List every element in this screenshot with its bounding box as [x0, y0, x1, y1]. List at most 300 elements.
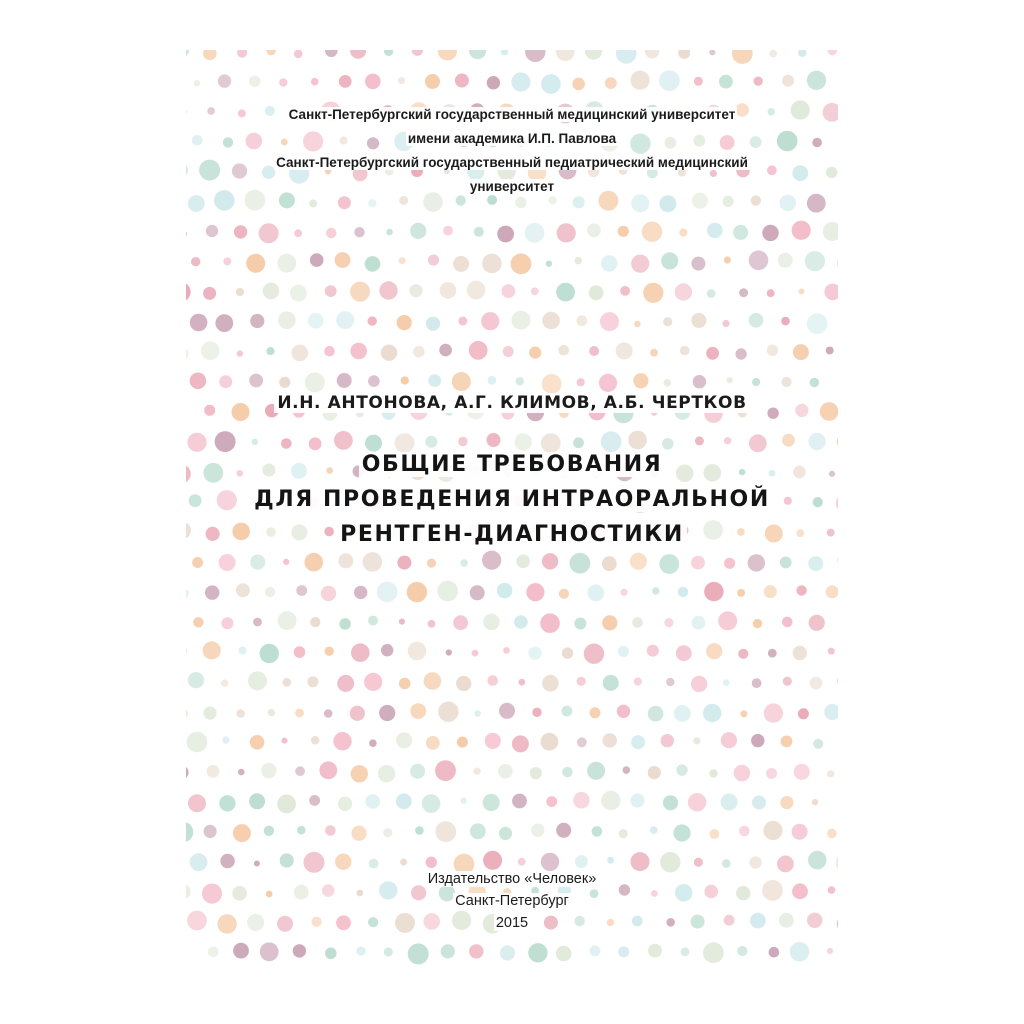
pattern-dot: [754, 77, 763, 86]
pattern-dot: [575, 257, 583, 265]
pattern-dot: [764, 585, 777, 598]
pattern-dot: [691, 556, 705, 570]
pattern-dot: [739, 826, 750, 837]
pattern-dot: [469, 944, 483, 958]
pattern-dot: [826, 585, 838, 598]
pattern-dot: [514, 615, 528, 629]
pattern-dot: [326, 228, 336, 238]
pattern-dot: [675, 283, 692, 300]
pattern-dot: [215, 314, 233, 332]
pattern-dot: [249, 374, 263, 388]
pattern-dot: [203, 287, 216, 300]
pattern-dot: [680, 346, 690, 356]
pattern-dot: [204, 707, 217, 720]
pattern-dot: [663, 317, 672, 326]
pattern-dot: [381, 644, 393, 656]
pattern-dot: [577, 737, 587, 747]
pattern-dot: [458, 437, 468, 447]
pattern-dot: [721, 732, 737, 748]
pattern-dot: [368, 316, 377, 325]
pattern-dot: [600, 312, 619, 331]
pattern-dot: [237, 50, 247, 58]
pattern-dot: [410, 223, 426, 239]
pattern-dot: [601, 255, 617, 271]
pattern-dot: [574, 618, 586, 630]
pattern-dot: [186, 647, 187, 654]
pattern-dot: [676, 645, 692, 661]
pattern-dot: [482, 551, 501, 570]
pattern-dot: [474, 710, 480, 716]
pattern-dot: [201, 341, 220, 360]
institution-line-4: университет: [469, 179, 555, 194]
pattern-dot: [631, 794, 645, 808]
pattern-dot: [460, 559, 468, 567]
pattern-dot: [674, 705, 691, 722]
pattern-dot: [652, 587, 659, 594]
pattern-dot: [607, 857, 614, 864]
pattern-dot: [753, 619, 762, 628]
title-line-3: РЕНТГЕН-ДИАГНОСТИКИ: [186, 517, 838, 552]
pattern-dot: [351, 826, 366, 841]
institutions-block: [186, 103, 838, 199]
pattern-dot: [704, 582, 723, 601]
pattern-dot: [782, 434, 795, 447]
pattern-dot: [186, 282, 191, 302]
pattern-dot: [233, 943, 249, 959]
pattern-dot: [223, 257, 231, 265]
pattern-dot: [204, 825, 217, 838]
pattern-dot: [426, 736, 440, 750]
pattern-dot: [633, 373, 648, 388]
pattern-dot: [709, 50, 715, 55]
pattern-dot: [453, 615, 468, 630]
pattern-dot: [590, 707, 601, 718]
publisher-block: [186, 868, 838, 934]
pattern-dot: [666, 678, 674, 686]
pattern-dot: [828, 648, 835, 655]
pattern-dot: [325, 825, 336, 836]
pattern-dot: [221, 617, 233, 629]
pattern-dot: [782, 75, 794, 87]
pattern-dot: [703, 704, 721, 722]
pattern-dot: [186, 346, 188, 362]
pattern-dot: [364, 673, 382, 691]
pattern-dot: [408, 642, 427, 661]
pattern-dot: [764, 703, 783, 722]
pattern-dot: [428, 620, 436, 628]
pattern-dot: [396, 732, 412, 748]
pattern-dot: [694, 77, 703, 86]
pattern-dot: [338, 553, 353, 568]
pattern-dot: [724, 256, 731, 263]
pattern-dot: [413, 346, 425, 358]
pattern-dot: [648, 944, 662, 958]
pattern-dot: [590, 946, 601, 957]
pattern-dot: [351, 643, 370, 662]
pattern-dot: [472, 650, 479, 657]
pattern-dot: [810, 677, 823, 690]
pattern-dot: [190, 373, 207, 390]
pattern-dot: [426, 317, 440, 331]
pattern-dot: [407, 582, 427, 602]
pattern-dot: [350, 282, 370, 302]
pattern-dot: [769, 50, 777, 58]
pattern-dot: [659, 554, 679, 574]
pattern-dot: [556, 50, 575, 61]
pattern-dot: [437, 581, 458, 602]
pattern-dot: [823, 222, 838, 241]
pattern-dot: [487, 76, 500, 89]
pattern-dot: [350, 50, 366, 59]
pattern-dot: [266, 50, 276, 55]
pattern-dot: [339, 75, 352, 88]
pattern-dot: [542, 553, 558, 569]
pattern-dot: [381, 345, 397, 361]
pattern-dot: [368, 199, 376, 207]
pattern-dot: [691, 313, 706, 328]
pattern-dot: [691, 257, 705, 271]
pattern-dot: [740, 710, 747, 717]
pattern-dot: [827, 948, 833, 954]
pattern-dot: [309, 795, 320, 806]
pattern-dot: [511, 311, 530, 330]
pattern-dot: [503, 346, 514, 357]
pattern-dot: [351, 765, 368, 782]
pattern-dot: [642, 222, 662, 242]
pattern-dot: [294, 50, 303, 58]
pattern-dot: [428, 374, 441, 387]
pattern-dot: [541, 733, 559, 751]
pattern-dot: [752, 796, 766, 810]
pattern-dot: [483, 794, 500, 811]
pattern-dot: [793, 646, 807, 660]
pattern-dot: [412, 50, 423, 56]
pattern-dot: [311, 78, 319, 86]
pattern-dot: [368, 375, 380, 387]
pattern-dot: [780, 796, 793, 809]
pattern-dot: [556, 946, 572, 962]
pattern-dot: [763, 821, 782, 840]
pattern-dot: [648, 766, 661, 779]
pattern-dot: [562, 767, 572, 777]
institution-line-1: Санкт-Петербургский государственный медицинский университет: [288, 107, 736, 122]
pattern-dot: [295, 766, 305, 776]
pattern-dot: [679, 229, 687, 237]
pattern-dot: [827, 829, 837, 839]
pattern-dot: [766, 768, 777, 779]
pattern-dot: [428, 255, 439, 266]
pattern-dot: [709, 769, 717, 777]
pattern-dot: [589, 346, 599, 356]
pattern-dot: [487, 433, 501, 447]
institution-line-3: Санкт-Петербургский государственный педиатрический медицинский: [276, 155, 748, 170]
pattern-dot: [546, 261, 552, 267]
pattern-dot: [619, 829, 628, 838]
pattern-dot: [512, 794, 527, 809]
pattern-dot: [279, 78, 287, 86]
pattern-dot: [186, 230, 187, 237]
pattern-dot: [378, 765, 395, 782]
pattern-dot: [587, 224, 601, 238]
pattern-dot: [219, 795, 235, 811]
pattern-dot: [186, 822, 193, 842]
pattern-dot: [474, 227, 484, 237]
pattern-dot: [233, 824, 251, 842]
pattern-dot: [452, 372, 471, 391]
pattern-dot: [650, 349, 658, 357]
pattern-dot: [337, 675, 354, 692]
pattern-dot: [188, 672, 204, 688]
pattern-dot: [587, 585, 604, 602]
pattern-dot: [616, 50, 637, 64]
pattern-dot: [630, 553, 647, 570]
pattern-dot: [737, 589, 745, 597]
pattern-dot: [470, 585, 485, 600]
pattern-dot: [425, 74, 440, 89]
pattern-dot: [601, 791, 620, 810]
book-cover: [186, 50, 838, 970]
pattern-dot: [277, 795, 296, 814]
pattern-dot: [279, 377, 290, 388]
pattern-dot: [250, 314, 264, 328]
pattern-dot: [592, 826, 603, 837]
pattern-dot: [706, 643, 722, 659]
pattern-dot: [824, 704, 838, 720]
pattern-dot: [808, 851, 827, 870]
pattern-dot: [618, 946, 629, 957]
pattern-dot: [693, 375, 706, 388]
pattern-dot: [460, 798, 466, 804]
pattern-dot: [266, 347, 274, 355]
pattern-dot: [497, 583, 513, 599]
pattern-dot: [254, 861, 260, 867]
publisher-city: Санкт-Петербург: [455, 893, 569, 909]
pattern-dot: [634, 321, 641, 328]
pattern-dot: [377, 582, 398, 603]
pattern-dot: [409, 284, 422, 297]
pattern-dot: [455, 74, 469, 88]
pattern-dot: [278, 611, 297, 630]
pattern-dot: [310, 253, 324, 267]
pattern-dot: [511, 253, 532, 274]
pattern-dot: [541, 74, 561, 94]
pattern-dot: [356, 946, 365, 955]
pattern-dot: [526, 583, 544, 601]
pattern-dot: [186, 708, 188, 719]
pattern-dot: [659, 70, 680, 91]
pattern-dot: [618, 226, 629, 237]
pattern-dot: [643, 283, 663, 303]
pattern-dot: [296, 585, 307, 596]
pattern-dot: [186, 588, 189, 598]
pattern-dot: [503, 647, 510, 654]
pattern-dot: [573, 792, 590, 809]
pattern-dot: [837, 255, 838, 271]
pattern-dot: [294, 229, 302, 237]
pattern-dot: [631, 255, 649, 273]
pattern-dot: [186, 50, 189, 57]
pattern-dot: [528, 647, 541, 660]
pattern-dot: [721, 794, 738, 811]
pattern-dot: [577, 378, 585, 386]
pattern-dot: [338, 797, 352, 811]
pattern-dot: [324, 709, 333, 718]
pattern-dot: [769, 947, 780, 958]
pattern-dot: [250, 555, 265, 570]
pattern-dot: [632, 617, 643, 628]
pattern-dot: [540, 613, 560, 633]
pattern-dot: [190, 314, 208, 332]
pattern-dot: [399, 257, 406, 264]
pattern-dot: [618, 646, 629, 657]
pattern-dot: [735, 348, 746, 359]
pattern-dot: [738, 649, 748, 659]
pattern-dot: [207, 765, 220, 778]
pattern-dot: [724, 437, 731, 444]
pattern-dot: [410, 703, 426, 719]
pattern-dot: [339, 618, 351, 630]
pattern-dot: [623, 766, 631, 774]
pattern-dot: [191, 257, 200, 266]
pattern-dot: [250, 735, 265, 750]
pattern-dot: [798, 708, 809, 719]
pattern-dot: [737, 946, 747, 956]
pattern-dot: [350, 706, 365, 721]
pattern-dot: [268, 709, 275, 716]
pattern-dot: [692, 616, 706, 630]
pattern-dot: [723, 679, 730, 686]
pattern-dot: [749, 313, 764, 328]
book-title: [186, 447, 838, 552]
pattern-dot: [435, 821, 456, 842]
pattern-dot: [620, 589, 627, 596]
pattern-dot: [483, 614, 499, 630]
pattern-dot: [673, 824, 690, 841]
pattern-dot: [748, 554, 765, 571]
pattern-dot: [695, 436, 704, 445]
pattern-dot: [368, 616, 378, 626]
pattern-dot: [281, 738, 287, 744]
pattern-dot: [691, 676, 707, 692]
pattern-dot: [236, 583, 250, 597]
pattern-dot: [531, 824, 544, 837]
pattern-dot: [532, 708, 541, 717]
pattern-dot: [249, 76, 260, 87]
pattern-dot: [589, 285, 604, 300]
pattern-dot: [365, 256, 381, 272]
pattern-dot: [678, 50, 690, 59]
title-line-1: ОБЩИЕ ТРЕБОВАНИЯ: [186, 447, 838, 482]
pattern-dot: [222, 736, 229, 743]
pattern-dot: [734, 765, 751, 782]
pattern-dot: [293, 944, 306, 957]
pattern-dot: [246, 254, 265, 273]
pattern-dot: [487, 675, 498, 686]
pattern-dot: [218, 74, 231, 87]
pattern-dot: [530, 767, 542, 779]
pattern-dot: [808, 556, 823, 571]
pattern-dot: [722, 320, 729, 327]
pattern-dot: [239, 647, 247, 655]
pattern-dot: [794, 764, 810, 780]
pattern-dot: [809, 615, 825, 631]
pattern-dot: [192, 557, 203, 568]
pattern-dot: [602, 615, 617, 630]
pattern-dot: [248, 671, 267, 690]
pattern-dot: [473, 768, 480, 775]
pattern-dot: [252, 439, 258, 445]
pattern-dot: [307, 676, 318, 687]
pattern-dot: [415, 826, 424, 835]
pattern-dot: [559, 589, 569, 599]
pattern-dot: [602, 556, 617, 571]
pattern-dot: [733, 225, 748, 240]
pattern-dot: [739, 288, 748, 297]
pattern-dot: [516, 555, 530, 569]
pattern-dot: [261, 763, 276, 778]
pattern-dot: [205, 585, 219, 599]
pattern-dot: [238, 769, 245, 776]
pattern-dot: [502, 284, 516, 298]
pattern-dot: [386, 229, 393, 236]
pattern-dot: [562, 647, 573, 658]
pattern-dot: [767, 289, 775, 297]
pattern-dot: [483, 851, 502, 870]
pattern-dot: [664, 618, 673, 627]
pattern-dot: [398, 77, 405, 84]
pattern-dot: [443, 226, 453, 236]
pattern-dot: [648, 706, 664, 722]
pattern-dot: [397, 556, 411, 570]
pattern-dot: [500, 945, 515, 960]
pattern-dot: [319, 761, 337, 779]
pattern-dot: [310, 617, 320, 627]
pattern-dot: [282, 678, 291, 687]
pattern-dot: [485, 733, 501, 749]
pattern-dot: [750, 856, 762, 868]
pattern-dot: [397, 315, 412, 330]
pattern-dot: [616, 342, 633, 359]
pattern-dot: [311, 736, 320, 745]
pattern-dot: [453, 256, 469, 272]
pattern-dot: [186, 766, 189, 780]
pattern-dot: [782, 617, 793, 628]
pattern-dot: [762, 225, 778, 241]
pattern-dot: [365, 794, 380, 809]
pattern-dot: [634, 677, 642, 685]
pattern-dot: [707, 289, 716, 298]
pattern-dot: [264, 826, 274, 836]
pattern-dot: [752, 378, 760, 386]
pattern-dot: [427, 559, 436, 568]
pattern-dot: [425, 436, 437, 448]
pattern-dot: [824, 284, 838, 301]
pattern-dot: [457, 737, 468, 748]
pattern-dot: [781, 317, 790, 326]
pattern-dot: [399, 678, 411, 690]
pattern-dot: [780, 557, 792, 569]
pattern-dot: [768, 649, 777, 658]
pattern-dot: [354, 227, 364, 237]
pattern-dot: [193, 617, 203, 627]
pattern-dot: [481, 312, 499, 330]
pattern-dot: [321, 586, 336, 601]
pattern-dot: [557, 223, 576, 242]
pattern-dot: [603, 733, 617, 747]
pattern-dot: [661, 734, 674, 747]
pattern-dot: [781, 736, 793, 748]
pattern-dot: [664, 379, 672, 387]
